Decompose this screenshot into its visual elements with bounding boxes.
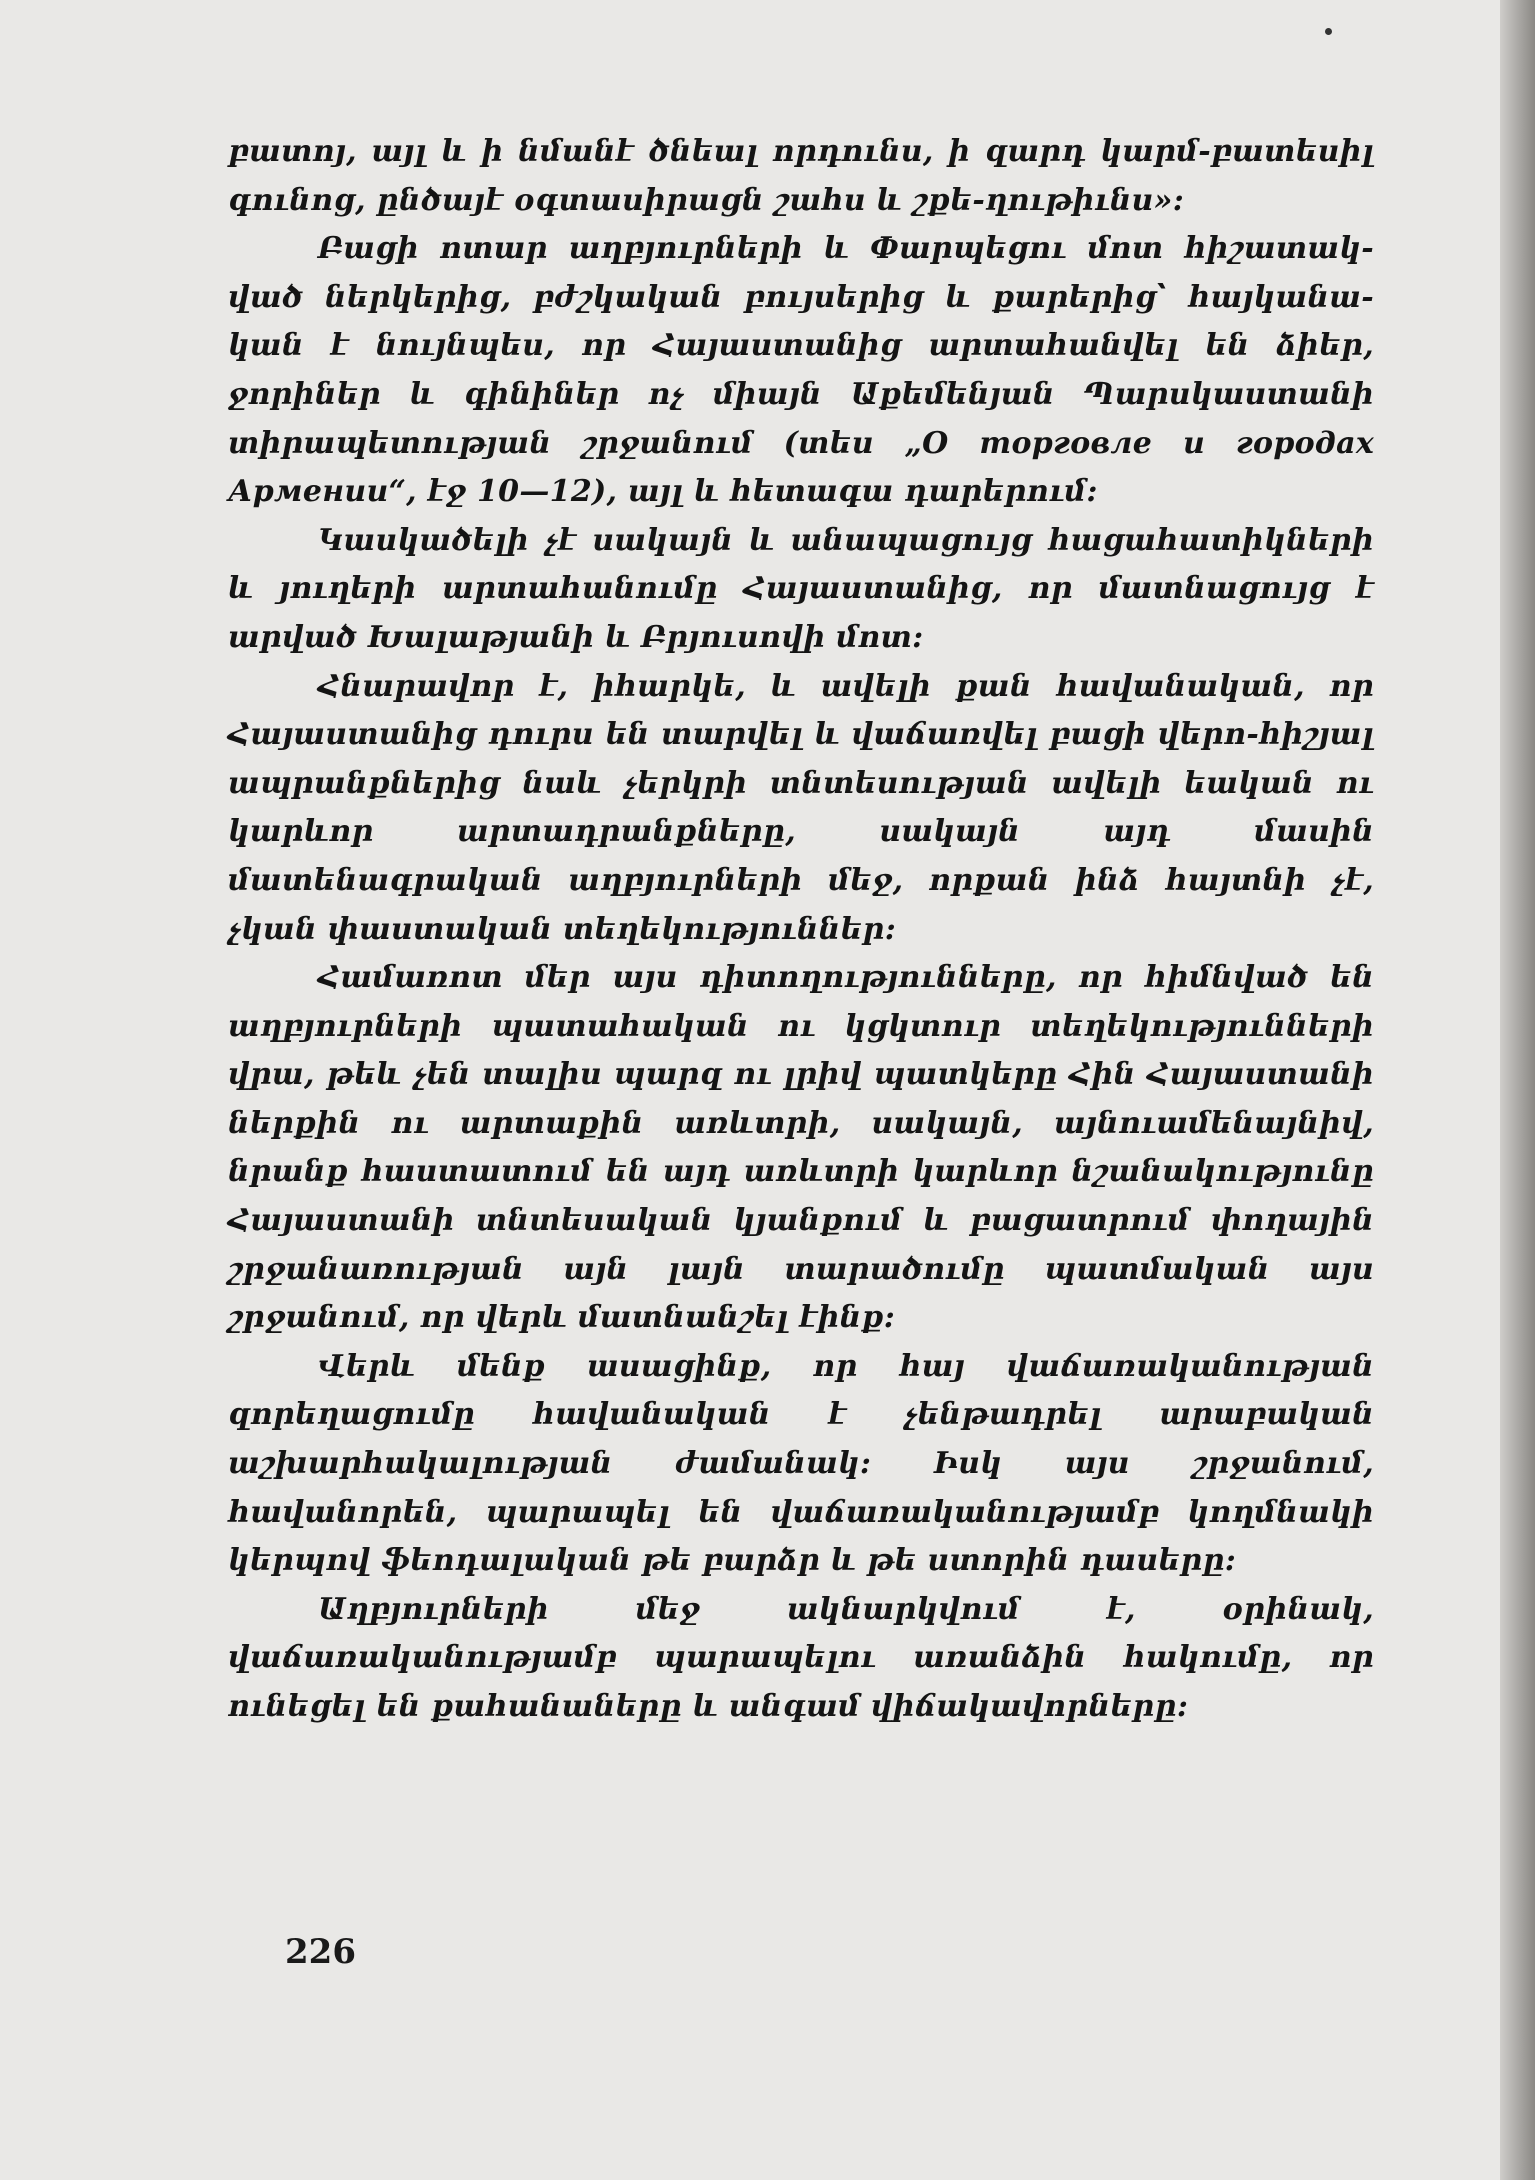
book-spine-edge [1500, 0, 1535, 2180]
page-number: 226 [285, 1932, 356, 1972]
paragraph: Համառոտ մեր այս դիտողությունները, որ հիմնված են աղբյուրների պատահական ու կցկտուր տեղեկությունների վրա, թեև չեն տալիս պարզ ու լրիվ պատկերը Հին Հայաստանի ներքին ու արտաքին առևտրի, սակայն, այնուամենայնիվ, նրանք հաստատում են այդ առևտրի կարևոր նշանակությունը Հայաստանի տնտեսական կյանքում և բացատրում փողային շրջանառության այն լայն տարածումը պատմական այս շրջանում, որ վերև մատնանշել էինք: [228, 960, 1374, 1336]
body-text [228, 128, 1374, 1732]
paragraph: Աղբյուրների մեջ ակնարկվում է, օրինակ, վաճառականությամբ պարապելու առանձին հակումը, որ ունեցել են քահանաները և անգամ վիճակավորները: [228, 1591, 1374, 1724]
paragraph: Կասկածելի չէ սակայն և անապացույց հացահատիկների և յուղերի արտահանումը Հայաստանից, որ մատնացույց է արված Խալաթյանի և Բրյուսովի մոտ: [228, 522, 1374, 655]
paragraph: Բացի ոտար աղբյուրների և Փարպեցու մոտ հիշատակ-ված ներկերից, բժշկական բույսերից և քարերից՝ հայկանա-կան է նույնպես, որ Հայաստանից արտահանվել են ձիեր, ջորիներ և գինիներ ոչ միայն Աքեմենյան Պարսկաստանի տիրապետության շրջանում (տես „О торговле и городах Армении“, էջ 10—12), այլ և հետագա դարերում: [228, 231, 1374, 510]
paragraph: բատոյ, այլ և ի նմանէ ծնեալ որդունս, ի զարդ կարմ-բատեսիլ գունոց, ընծայէ օգտասիրացն շահս և շքե-ղութիւնս»: [228, 134, 1374, 218]
ink-speck [1325, 28, 1332, 35]
paragraph: Վերև մենք ասացինք, որ հայ վաճառականության զորեղացումը հավանական է չենթադրել արաբական աշխարհակալության ժամանակ: Իսկ այս շրջանում, հավանորեն, պարապել են վաճառականությամբ կողմնակի կերպով ֆեոդալական թե բարձր և թե ստորին դասերը: [228, 1348, 1374, 1579]
paragraph: Հնարավոր է, իհարկե, և ավելի քան հավանական, որ Հայաստանից դուրս են տարվել և վաճառվել բացի վերո-հիշյալ ապրանքներից նաև չերկրի տնտեսության ավելի եական ու կարևոր արտադրանքները, սակայն այդ մասին մատենագրական աղբյուրների մեջ, որքան ինձ հայտնի չէ, չկան փաստական տեղեկություններ: [228, 668, 1374, 947]
